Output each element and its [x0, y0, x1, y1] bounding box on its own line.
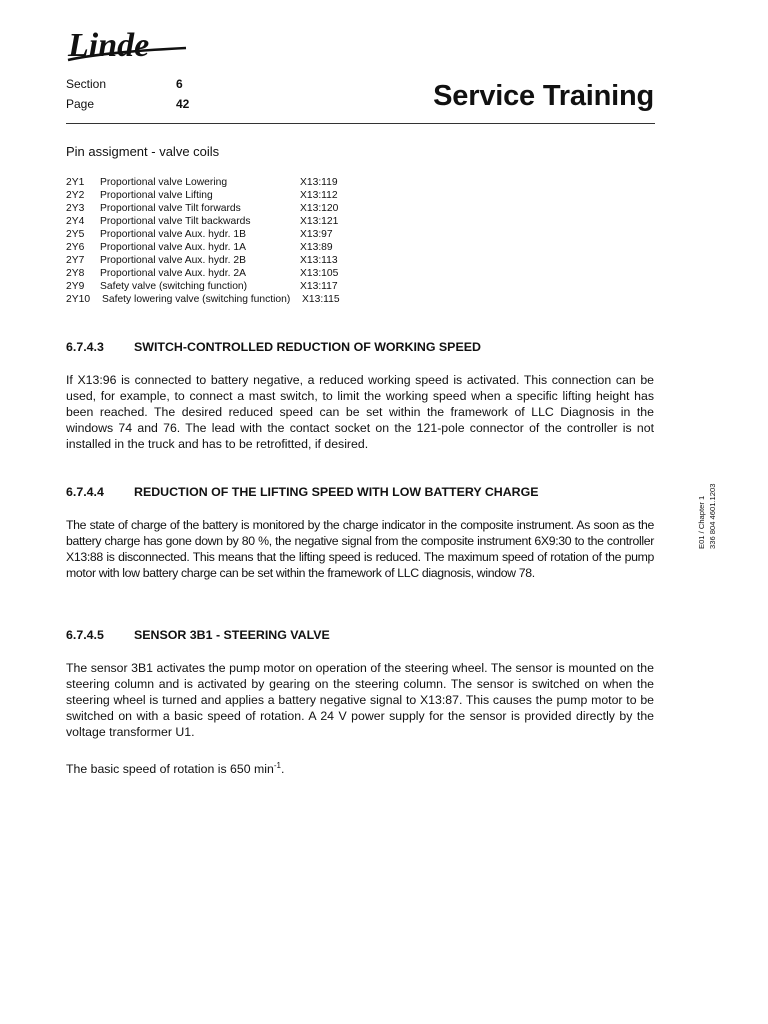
- pin-code: 2Y9: [66, 281, 85, 292]
- pin-description: Proportional valve Tilt forwards: [100, 203, 241, 214]
- section-value: 6: [176, 77, 183, 91]
- pin-code: 2Y5: [66, 229, 85, 240]
- section-number: 6.7.4.3: [66, 340, 104, 354]
- pin-connector: X13:105: [300, 268, 339, 279]
- document-title: Service Training: [433, 80, 654, 112]
- rotation-speed-note: [66, 758, 654, 777]
- reference-chapter: E01 / Chapter 1: [697, 495, 706, 549]
- rotation-speed-text: The basic speed of rotation is 650 min: [66, 762, 274, 777]
- pin-connector: X13:89: [300, 242, 333, 253]
- section-body: The sensor 3B1 activates the pump motor on operation of the steering wheel. The sensor is mounted on the steering column and is activated by gearing on the steering column. The sensor is switched on when the steering wheel is turned and applies a battery negative signal to X13:87. This causes the pump motor to be switched on with a basic speed of rotation. A 24 V power supply for the sensor is provided directly by the voltage transformer U1.: [66, 661, 654, 739]
- pin-row: [66, 241, 656, 254]
- section-title: REDUCTION OF THE LIFTING SPEED WITH LOW BATTERY CHARGE: [134, 485, 539, 499]
- pin-description: Safety valve (switching function): [100, 281, 248, 292]
- pin-description: Proportional valve Aux. hydr. 2A: [100, 268, 246, 279]
- pin-code: 2Y10: [66, 294, 91, 305]
- pin-row: [66, 202, 656, 215]
- pin-code: 2Y3: [66, 203, 85, 214]
- pin-connector: X13:112: [300, 190, 338, 201]
- pin-connector: X13:120: [300, 203, 339, 214]
- pin-connector: X13:121: [300, 216, 339, 227]
- pin-connector: X13:119: [300, 177, 338, 188]
- pin-connector: X13:97: [300, 229, 333, 240]
- pin-table-title: Pin assigment - valve coils: [66, 144, 220, 159]
- pin-code: 2Y7: [66, 255, 85, 266]
- pin-row: [66, 293, 656, 306]
- pin-code: 2Y6: [66, 242, 85, 253]
- pin-code: 2Y1: [66, 177, 85, 188]
- pin-description: Proportional valve Aux. hydr. 1A: [100, 242, 246, 253]
- pin-description: Proportional valve Lowering: [100, 177, 228, 188]
- pin-description: Proportional valve Aux. hydr. 2B: [100, 255, 246, 266]
- reference-number: 336 804 4601.1203: [708, 483, 717, 549]
- pin-connector: X13:117: [300, 281, 338, 292]
- logo-wordmark: Linde: [68, 27, 150, 64]
- pin-row: [66, 254, 656, 267]
- section-label: Section: [66, 77, 107, 91]
- section-body: The state of charge of the battery is monitored by the charge indicator in the composite instrument. As soon as the battery charge has gone down by 80 %, the negative signal from the composite instrument 6X9:30 to the controller X13:88 is disconnected. This means that the lifting speed is reduced. The maximum speed of rotation of the pump motor with low battery charge can be set within the framework of LLC diagnosis, window 78.: [66, 518, 654, 580]
- pin-description: Proportional valve Aux. hydr. 1B: [100, 229, 246, 240]
- pin-description: Proportional valve Lifting: [100, 190, 213, 201]
- header-divider: [66, 123, 655, 124]
- pin-row: [66, 215, 656, 228]
- section-title: SENSOR 3B1 - STEERING VALVE: [134, 628, 330, 642]
- pin-description: Safety lowering valve (switching function): [102, 294, 291, 305]
- pin-code: 2Y2: [66, 190, 85, 201]
- linde-logo: [64, 22, 190, 66]
- page-label: Page: [66, 97, 95, 111]
- pin-connector: X13:115: [302, 294, 340, 305]
- pin-description: Proportional valve Tilt backwards: [100, 216, 251, 227]
- section-body: If X13:96 is connected to battery negative, a reduced working speed is activated. This connection can be used, for example, to connect a mast switch, to limit the working speed when a specific lifting height has been reached. The desired reduced speed can be set within the framework of LLC Diagnosis in the windows 74 and 76. The lead with the contact socket on the 121-pole connector of the controller is not installed in the truck and has to be retrofitted, if desired.: [66, 373, 654, 451]
- pin-row: [66, 189, 656, 202]
- page-value: 42: [176, 97, 190, 111]
- rotation-speed-exponent: -1: [273, 761, 281, 770]
- pin-code: 2Y4: [66, 216, 85, 227]
- pin-code: 2Y8: [66, 268, 85, 279]
- section-number: 6.7.4.5: [66, 628, 104, 642]
- section-title: SWITCH-CONTROLLED REDUCTION OF WORKING SPEED: [134, 340, 481, 354]
- pin-row: [66, 267, 656, 280]
- pin-row: [66, 280, 656, 293]
- pin-row: [66, 176, 656, 189]
- document-reference: [696, 477, 724, 549]
- section-number: 6.7.4.4: [66, 485, 104, 499]
- rotation-speed-end: .: [280, 762, 285, 777]
- pin-connector: X13:113: [300, 255, 338, 266]
- pin-row: [66, 228, 656, 241]
